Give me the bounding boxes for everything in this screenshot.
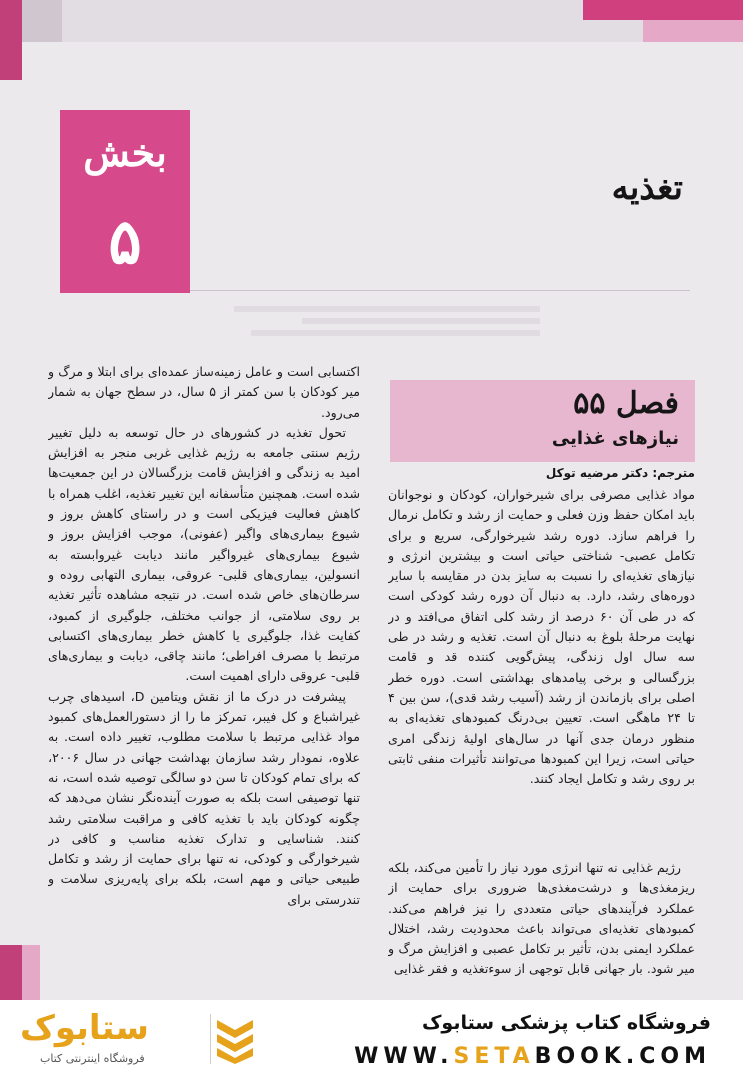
paragraph: مواد غذایی مصرفی برای شیرخواران، کودکان و نوجوانان باید امکان حفظ وزن فعلی و حمایت از رشد و تکامل نرمال را فراهم سازد. دوره رشد شیرخوارگی، سریع و برای تکامل عصبی- شناختی حیاتی است و بیشترین انرژی و نیازهای تغذیه‌ای را نسبت به سایز بدن در مقایسه با سایر دوره‌های رشد، دارد. به دنبال آن دوره رشد کودکی است که در طی آن ۶۰ درصد از رشد کلی اتفاق می‌افتد و در نهایت مرحلهٔ بلوغ به دنبال آن است. تغذیه و رشد در طی سه سال اول زندگی، پیش‌گویی کننده قد و قامت بزرگسالی و برخی پیامدهای بهداشتی است. دوره خطر اصلی برای بازماندن از رشد (آسیب رشد قدی)، سن بین ۴ تا ۲۴ ماهگی است. تعیین بی‌درنگ کمبودهای تغذیه‌ای به منظور درمان جدی آنها در سال‌های اولیهٔ زندگی امری حیاتی است، زیرا این کمبودها می‌توانند تأثیرات منفی ثابتی بر روی رشد و تکامل ایجاد کنند.	[388, 487, 695, 787]
store-url[interactable]	[354, 1044, 711, 1069]
logo-word: ستابوک	[20, 1008, 149, 1048]
url-suffix: BOOK.COM	[534, 1044, 711, 1069]
footer-divider	[210, 1014, 211, 1064]
bottom-left-magenta-strip	[0, 945, 22, 1000]
translator-credit: مترجم: دکتر مرضیه توکل	[545, 466, 695, 480]
store-logo	[20, 1008, 200, 1072]
top-left-gray-strip	[22, 0, 62, 42]
url-prefix: WWW.	[354, 1044, 454, 1069]
url-highlight: SETA	[453, 1044, 535, 1069]
top-right-pink-strip	[643, 20, 743, 42]
chapter-box	[390, 380, 695, 462]
store-footer	[0, 1000, 743, 1079]
paragraph: پیشرفت در درک ما از نقش ویتامین D، اسیدهای چرب غیراشباع و کل فیبر، تمرکز ما را از دستورالعمل‌های کمبود مواد غذایی مرتبط با سلامت مطلوب، تغییر داده است. به علاوه، نمودار رشد سازمان بهداشت جهانی در سال ۲۰۰۶، که برای تمام کودکان تا سن دو سالگی توصیه شده است، نه تنها توصیفی است بلکه به صورت آینده‌نگر نشان می‌دهد که چگونه کودکان باید با تغذیه کافی و مراقبت سلامتی رشد کنند. شناسایی و تدارک تغذیه مناسب و کافی در شیرخوارگی و کودکی، نه تنها برای حمایت از رشد و تکامل طبیعی حیاتی و مهم است، بلکه برای پایه‌ریزی سلامت و تندرستی برای	[48, 688, 360, 907]
logo-mark-icon	[215, 1014, 255, 1064]
right-column-continued	[388, 858, 695, 1000]
logo-subtitle: فروشگاه اینترنتی کتاب	[40, 1052, 145, 1065]
paragraph: رژیم غذایی نه تنها انرژی مورد نیاز را تأمین می‌کند، بلکه ریزمغذی‌ها و درشت‌مغذی‌ها ضروری برای حمایت از عملکرد فرآیندهای حیاتی متعددی را نیز فراهم می‌کند. کمبودهای تغذیه‌ای می‌تواند باعث محدودیت رشد، اختلال عملکرد ایمنی بدن، تأثیر بر تکامل عصبی و افزایش مرگ و میر شود. بار جهانی قابل توجهی از سوءتغذیه و فقر غذایی	[388, 860, 695, 977]
title-divider	[190, 290, 690, 291]
chapter-name: نیازهای غذایی	[551, 428, 679, 449]
chapter-label: فصل ۵۵	[573, 386, 679, 421]
top-right-magenta-strip	[583, 0, 743, 20]
section-number: ۵	[108, 205, 142, 278]
left-column	[48, 362, 360, 1000]
paragraph: تحول تغذیه در کشورهای در حال توسعه به دلیل تغییر رژیم سنتی جامعه به رژیم غذایی غربی منجر به افزایش امید به زندگی و افزایش قامت بزرگسالان در این جمعیت‌ها شده است. همچنین متأسفانه این تغییر تغذیه، اغلب همراه با کاهش فعالیت فیزیکی است و در راستای کاهش بروز و شیوع بیماری‌های واگیر (عفونی)، موجب افزایش بروز و شیوع بیماری‌های غیرواگیر مانند دیابت غیروابسته به انسولین، بیماری‌های قلبی- عروقی، بیماری التهابی روده و سرطان‌های خاص شده است. در نتیجه مشاهده تأثیر تغذیه بر روی سلامتی، از جوانب مختلف، جلوگیری از کمبود، کفایت غذا، جلوگیری یا کاهش خطر بیماری‌های اکتسابی مرتبط با مصرف افراطی؛ مانند چاقی، دیابت و بیماری‌های قلبی- عروقی دارای اهمیت است.	[48, 424, 360, 684]
store-name: فروشگاه کتاب پزشکی ستابوک	[421, 1012, 711, 1034]
section-word: بخش	[83, 130, 167, 175]
right-column	[388, 485, 695, 855]
bleed-through-area	[200, 300, 540, 360]
part-title: تغذیه	[611, 168, 683, 208]
top-left-magenta-strip	[0, 0, 22, 80]
bottom-left-pink-strip	[22, 945, 40, 1000]
section-box	[60, 110, 190, 293]
paragraph: اکتسابی است و عامل زمینه‌ساز عمده‌ای برای ابتلا و مرگ و میر کودکان با سن کمتر از ۵ سال، در سطح جهان به شمار می‌رود.	[48, 364, 360, 420]
